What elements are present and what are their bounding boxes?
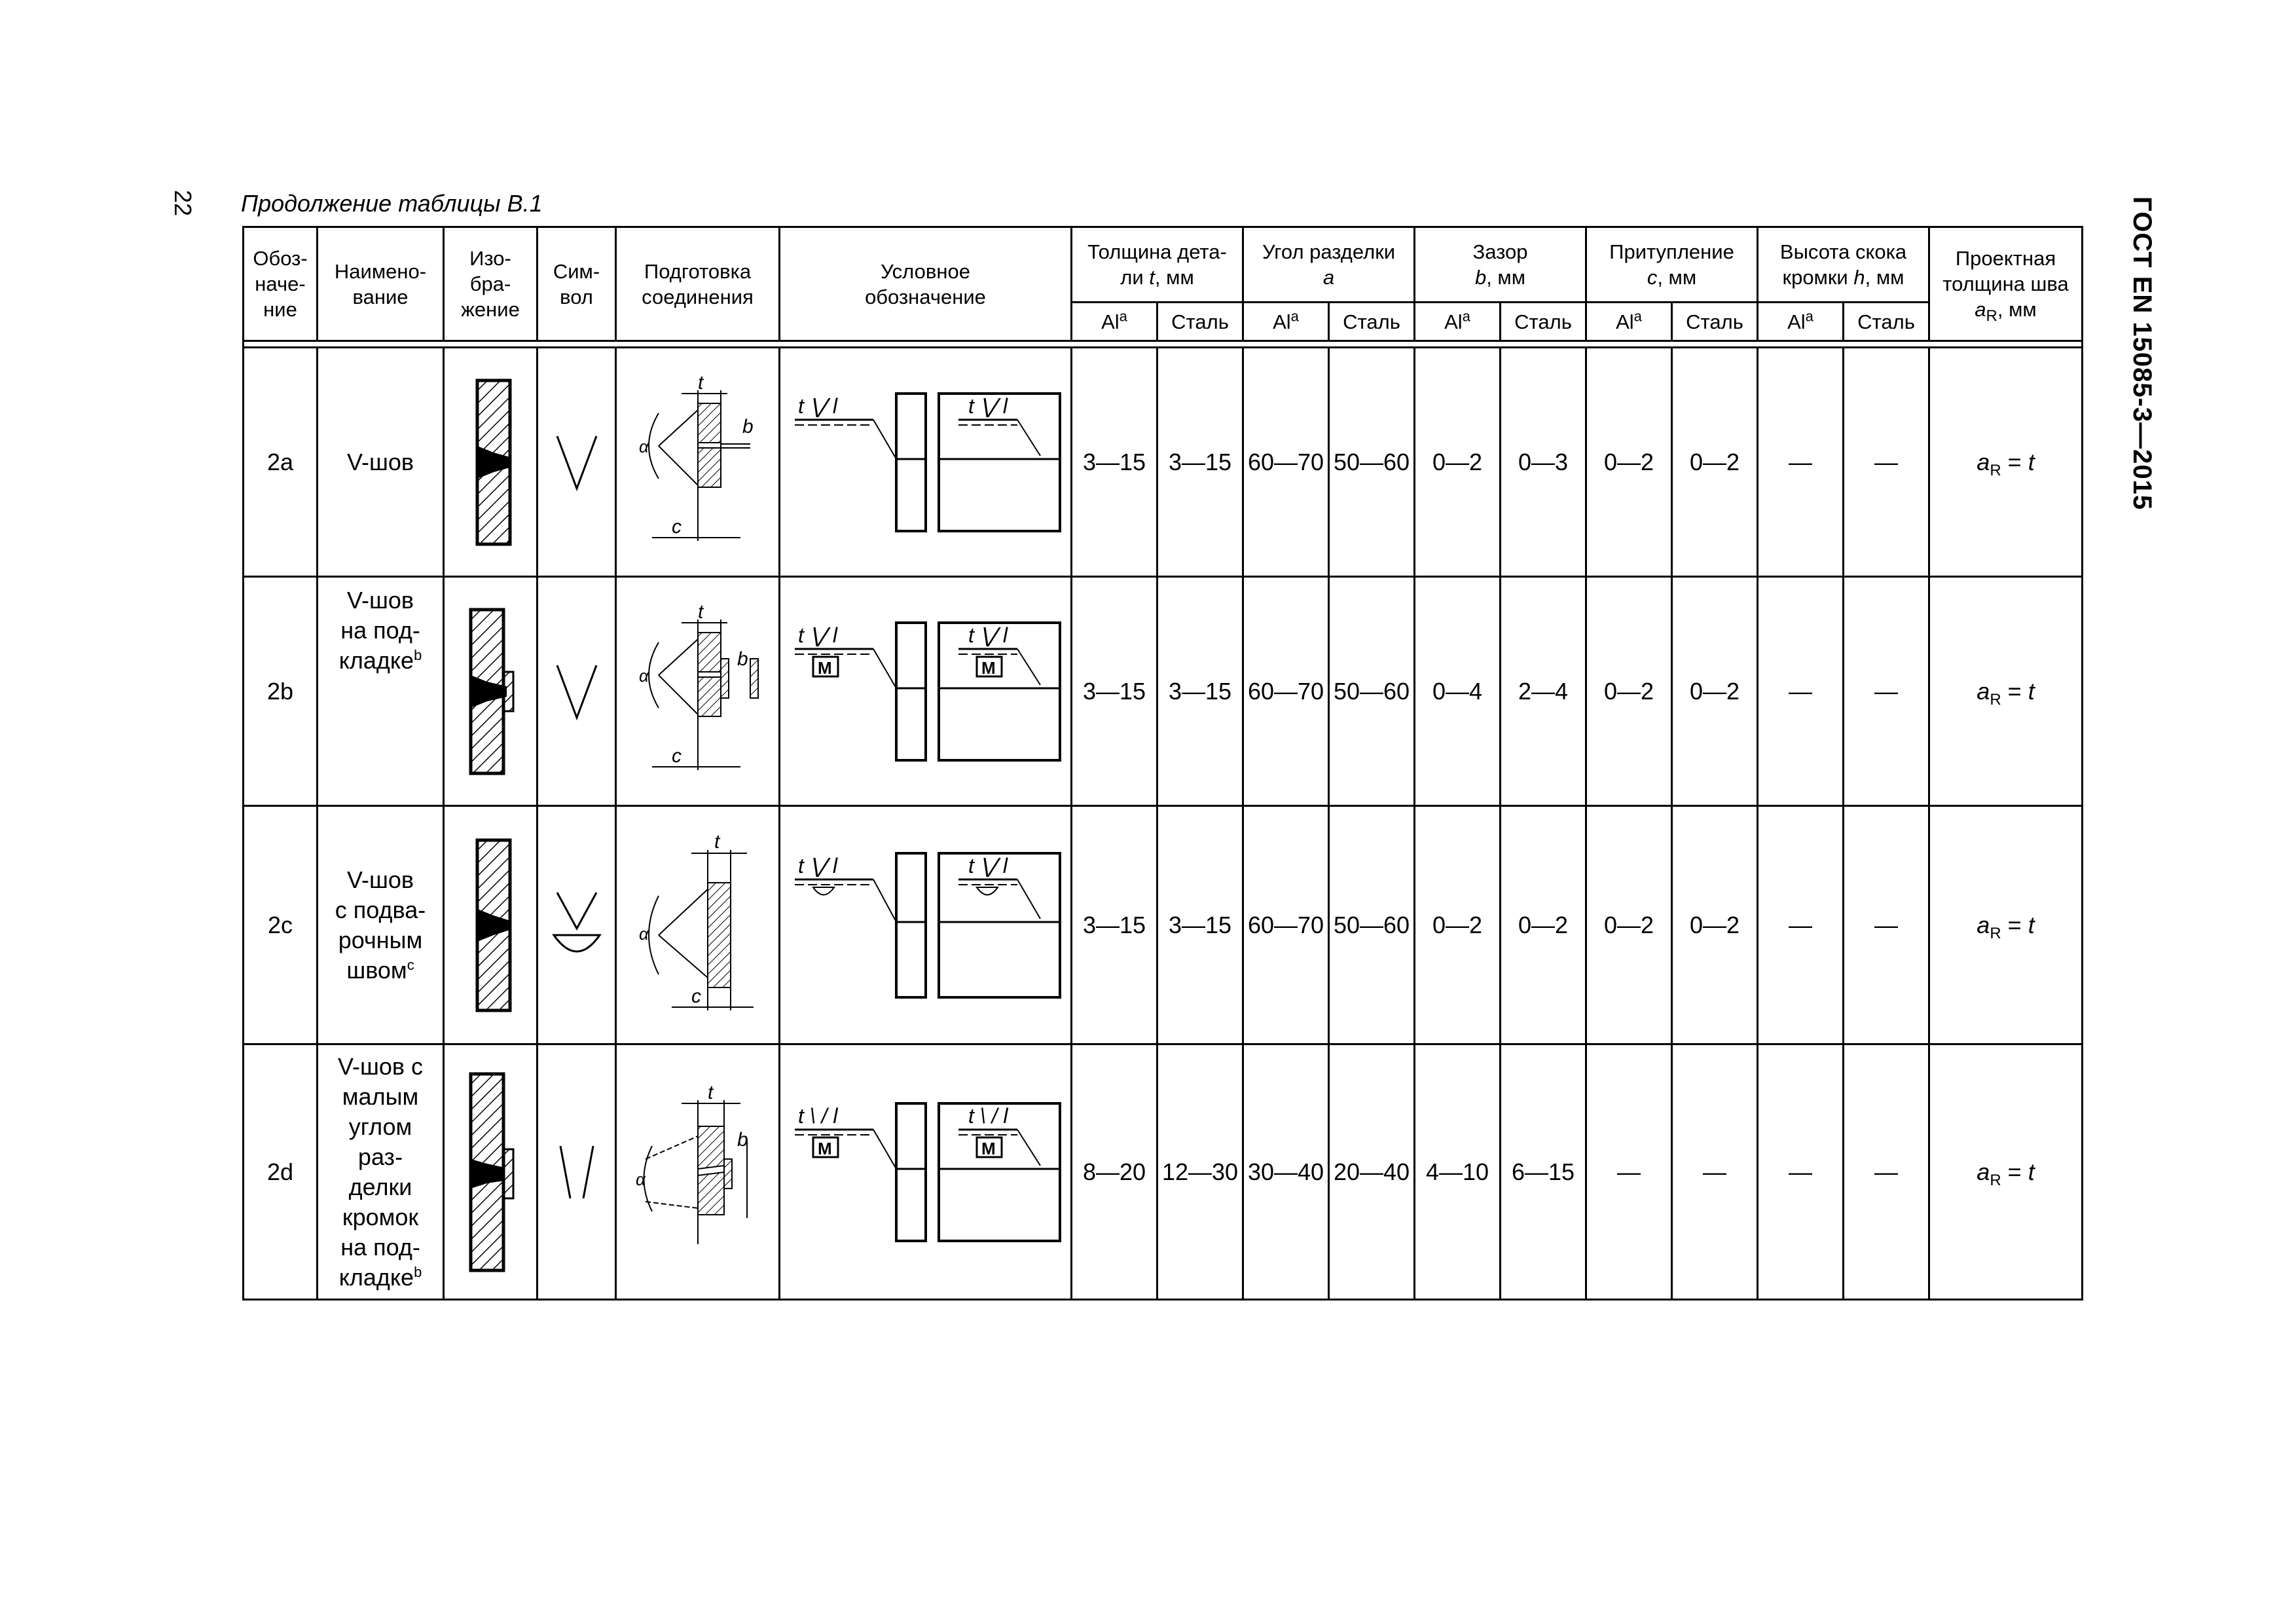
angle-steel: 20—40	[1329, 1044, 1415, 1300]
header-design-thickness: Проектная толщина шва $a_R$, мм	[1929, 227, 2083, 341]
gap-steel: 6—15	[1501, 1044, 1586, 1300]
design-thickness: $a_R = t$	[1929, 1044, 2083, 1300]
header-symbol: Сим- вол	[538, 227, 616, 341]
header-designation: Обоз- наче- ние	[244, 227, 318, 341]
conventional-designation-drawing	[780, 577, 1072, 806]
row-code: 2b	[244, 577, 318, 806]
gap-steel: 2—4	[1501, 577, 1586, 806]
header-steel: Сталь	[1501, 303, 1586, 341]
table-row	[244, 1044, 2083, 1300]
t-steel: 3—15	[1157, 577, 1243, 806]
header-al: Al$^a$	[1758, 303, 1844, 341]
svg-text:M: M	[981, 1138, 996, 1158]
t-al: 8—20	[1072, 1044, 1157, 1300]
root-face-al: 0—2	[1586, 577, 1672, 806]
angle-al: 60—70	[1243, 577, 1329, 806]
header-al: Al$^a$	[1072, 303, 1157, 341]
svg-text:c: c	[691, 985, 701, 1007]
weld-symbol	[538, 577, 616, 806]
design-thickness: $a_R = t$	[1929, 577, 2083, 806]
bevel-height-steel: —	[1844, 1044, 1929, 1300]
gap-steel: 0—2	[1501, 806, 1586, 1044]
svg-text:M: M	[817, 657, 832, 678]
design-thickness: $a_R = t$	[1929, 348, 2083, 577]
design-thickness: $a_R = t$	[1929, 806, 2083, 1044]
weld-symbol	[538, 348, 616, 577]
page-number: 22	[170, 190, 196, 217]
bevel-height-steel: —	[1844, 806, 1929, 1044]
header-steel: Сталь	[1157, 303, 1243, 341]
svg-text:t: t	[707, 1081, 713, 1103]
root-face-al: —	[1586, 1044, 1672, 1300]
svg-text:t ⋁ l: t ⋁ l	[797, 853, 837, 877]
gap-steel: 0—3	[1501, 348, 1586, 577]
weld-table	[242, 226, 2083, 1301]
svg-text:M: M	[817, 1138, 832, 1158]
gap-al: 0—4	[1415, 577, 1501, 806]
svg-text:b: b	[737, 648, 748, 670]
angle-steel: 50—60	[1329, 806, 1415, 1044]
header-conventional: Условное обозначение	[780, 227, 1072, 341]
root-face-al: 0—2	[1586, 806, 1672, 1044]
root-face-steel: 0—2	[1672, 348, 1758, 577]
header-image: Изо- бра- жение	[444, 227, 538, 341]
weld-image	[444, 806, 538, 1044]
row-name: V-шов	[318, 348, 444, 577]
header-angle: Угол разделки a	[1243, 227, 1415, 303]
t-steel: 3—15	[1157, 806, 1243, 1044]
svg-text:α: α	[635, 1169, 646, 1189]
header-thickness: Толщина дета- ли t, мм	[1072, 227, 1243, 303]
root-face-al: 0—2	[1586, 348, 1672, 577]
svg-text:t: t	[697, 600, 703, 623]
bevel-height-al: —	[1758, 577, 1844, 806]
svg-text:α: α	[638, 665, 649, 686]
header-steel: Сталь	[1329, 303, 1415, 341]
joint-preparation-drawing	[616, 577, 780, 806]
angle-al: 60—70	[1243, 806, 1329, 1044]
continuation-title: Продолжение таблицы В.1	[241, 190, 543, 217]
weld-image	[444, 1044, 538, 1300]
svg-text:t ⋁ l: t ⋁ l	[797, 394, 837, 418]
row-code: 2c	[244, 806, 318, 1044]
joint-preparation-drawing	[616, 348, 780, 577]
table-row	[244, 348, 2083, 577]
weld-symbol	[538, 1044, 616, 1300]
root-face-steel: —	[1672, 1044, 1758, 1300]
header-al: Al$^a$	[1586, 303, 1672, 341]
bevel-height-steel: —	[1844, 348, 1929, 577]
header-root-face: Притупление c, мм	[1586, 227, 1758, 303]
gap-al: 4—10	[1415, 1044, 1501, 1300]
document-code: ГОСТ EN 15085-3—2015	[2128, 196, 2157, 511]
svg-text:b: b	[742, 415, 754, 437]
table-row	[244, 806, 2083, 1044]
header-bevel-height: Высота скока кромки h, мм	[1758, 227, 1929, 303]
svg-text:t ⋁ l: t ⋁ l	[797, 623, 837, 647]
t-steel: 12—30	[1157, 1044, 1243, 1300]
t-al: 3—15	[1072, 348, 1157, 577]
conventional-designation-drawing	[780, 806, 1072, 1044]
gap-al: 0—2	[1415, 348, 1501, 577]
row-code: 2a	[244, 348, 318, 577]
row-code: 2d	[244, 1044, 318, 1300]
bevel-height-al: —	[1758, 348, 1844, 577]
joint-preparation-drawing	[616, 806, 780, 1044]
t-al: 3—15	[1072, 806, 1157, 1044]
svg-text:M: M	[981, 657, 996, 678]
weld-image	[444, 348, 538, 577]
angle-al: 30—40	[1243, 1044, 1329, 1300]
svg-text:t \ / l: t \ / l	[968, 1103, 1008, 1128]
svg-text:c: c	[671, 745, 682, 767]
joint-preparation-drawing	[616, 1044, 780, 1300]
t-steel: 3—15	[1157, 348, 1243, 577]
svg-text:t: t	[697, 371, 703, 394]
weld-symbol	[538, 806, 616, 1044]
header-steel: Сталь	[1672, 303, 1758, 341]
row-name: V-шов на под- кладке$^b$	[318, 577, 444, 806]
weld-image	[444, 577, 538, 806]
gap-al: 0—2	[1415, 806, 1501, 1044]
angle-steel: 50—60	[1329, 348, 1415, 577]
conventional-designation-drawing	[780, 348, 1072, 577]
angle-steel: 50—60	[1329, 577, 1415, 806]
header-name: Наимено- вание	[318, 227, 444, 341]
bevel-height-steel: —	[1844, 577, 1929, 806]
header-al: Al$^a$	[1243, 303, 1329, 341]
svg-text:c: c	[671, 515, 682, 538]
conventional-designation-drawing	[780, 1044, 1072, 1300]
svg-text:t ⋁ l: t ⋁ l	[968, 623, 1008, 647]
svg-text:t: t	[714, 830, 720, 853]
root-face-steel: 0—2	[1672, 806, 1758, 1044]
svg-text:t ⋁ l: t ⋁ l	[968, 853, 1008, 877]
row-name: V-шов с малым углом раз- делки кромок на под- кладке$^b$	[318, 1044, 444, 1300]
bevel-height-al: —	[1758, 1044, 1844, 1300]
header-preparation: Подготовка соединения	[616, 227, 780, 341]
svg-text:b: b	[737, 1128, 748, 1151]
row-name: V-шов с подва- рочным швом$^c$	[318, 806, 444, 1044]
svg-text:t ⋁ l: t ⋁ l	[968, 394, 1008, 418]
table-row	[244, 577, 2083, 806]
t-al: 3—15	[1072, 577, 1157, 806]
header-steel: Сталь	[1844, 303, 1929, 341]
svg-text:t \ / l: t \ / l	[797, 1103, 837, 1128]
svg-text:α: α	[638, 436, 649, 456]
bevel-height-al: —	[1758, 806, 1844, 1044]
angle-al: 60—70	[1243, 348, 1329, 577]
root-face-steel: 0—2	[1672, 577, 1758, 806]
header-gap: Зазор b, мм	[1415, 227, 1586, 303]
svg-text:α: α	[638, 923, 649, 944]
header-al: Al$^a$	[1415, 303, 1501, 341]
